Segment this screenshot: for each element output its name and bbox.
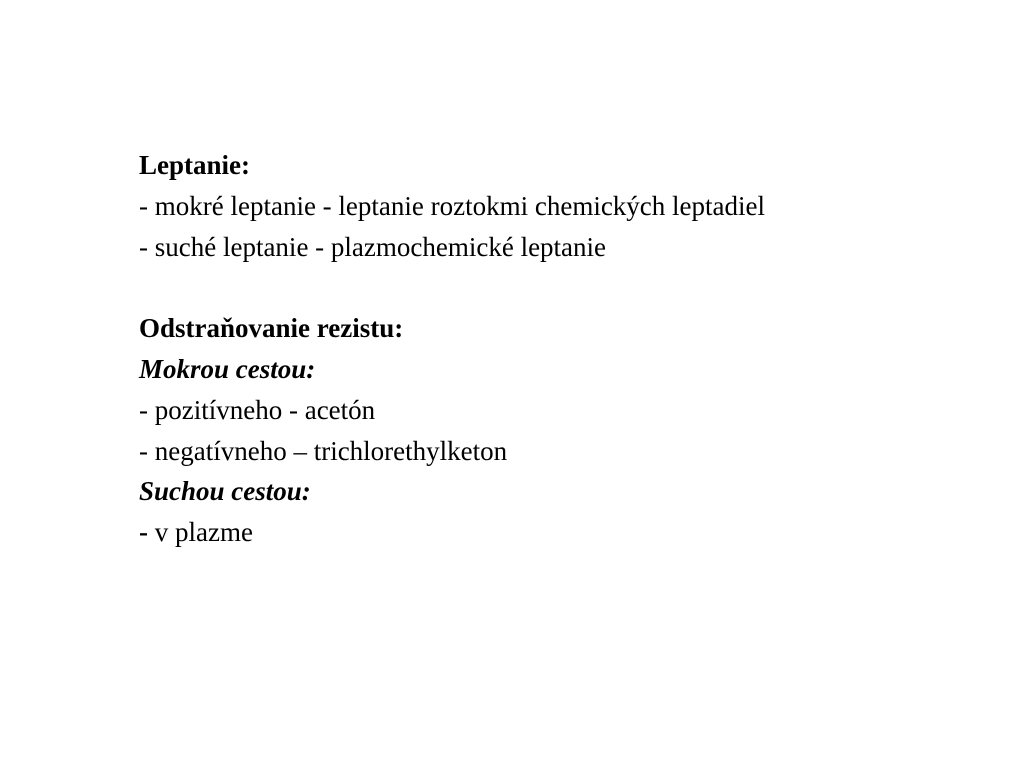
leptanie-item-wet: - mokré leptanie - leptanie roztokmi chemických leptadiel	[139, 190, 765, 221]
odstranovanie-heading: Odstraňovanie rezistu:	[139, 313, 404, 344]
section-spacer	[139, 267, 765, 308]
leptanie-heading: Leptanie:	[139, 150, 250, 180]
leptanie-item-dry: - suché leptanie - plazmochemické leptanie	[139, 231, 607, 262]
suchou-item	[139, 512, 765, 553]
suchou-subheading: Suchou cestou:	[139, 476, 311, 507]
mokrou-item-negative: - negatívneho – trichlorethylketon	[139, 435, 508, 466]
mokrou-subheading: Mokrou cestou:	[139, 353, 316, 384]
slide-content	[139, 145, 765, 553]
mokrou-item-positive: - pozitívneho - acetón	[139, 394, 376, 425]
suchou-item-dash: -	[139, 517, 148, 548]
suchou-item-text: v plazme	[148, 517, 253, 548]
